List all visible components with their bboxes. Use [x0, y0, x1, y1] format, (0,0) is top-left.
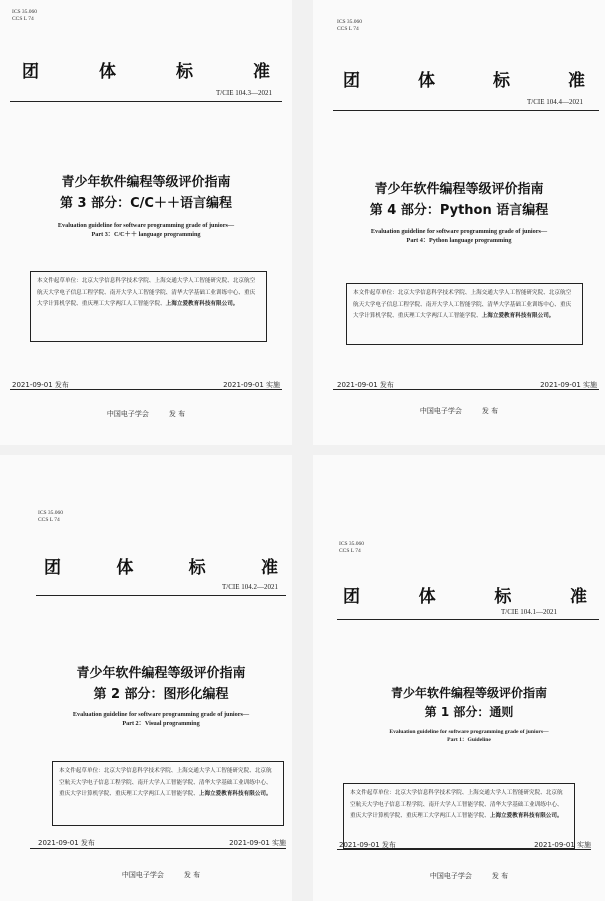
ics-code — [339, 541, 364, 555]
brand-char: 标 — [493, 71, 510, 91]
drafters-box — [346, 283, 583, 345]
header-rule — [333, 110, 599, 111]
publish-word: 发 布 — [491, 872, 509, 880]
brand-char: 体 — [418, 71, 435, 91]
drafters-last: 上海立爱教育科技有限公司。 — [481, 313, 555, 319]
brand-char: 准 — [569, 587, 587, 607]
publisher-line — [313, 871, 605, 881]
implement-date: 2021-09-01 实施 — [540, 381, 597, 389]
header-rule — [10, 101, 282, 102]
publisher-name: 中国电子学会 — [106, 410, 149, 418]
english-title-2: Part 3：C/C＋＋ language programming — [91, 231, 201, 238]
cover-part-4 — [313, 0, 605, 445]
ccs-label: CCS L 74 — [337, 26, 359, 32]
publish-word: 发 布 — [481, 407, 499, 415]
standard-code: T/CIE 104.1—2021 — [501, 608, 557, 616]
title-line-2: 第 2 部分：图形化编程 — [93, 687, 229, 702]
drafters-last: 上海立爱教育科技有限公司。 — [165, 301, 239, 307]
publisher-line — [0, 409, 292, 419]
ics-code — [38, 510, 63, 524]
ics-label: ICS 35.060 — [337, 19, 363, 25]
release-date: 2021-09-01 发布 — [38, 839, 95, 847]
brand-heading — [0, 57, 292, 82]
header-rule — [36, 595, 286, 596]
ics-code — [12, 9, 37, 23]
standard-code: T/CIE 104.2—2021 — [222, 583, 278, 591]
brand-char: 标 — [188, 558, 206, 578]
publisher-line — [313, 406, 605, 416]
drafters-last: 上海立爱教育科技有限公司。 — [489, 813, 563, 819]
cover-part-3 — [0, 0, 292, 445]
cover-part-2 — [0, 455, 292, 901]
english-title-2: Part 4：Python language programming — [406, 237, 512, 244]
drafters-label: 本文件起草单位： — [350, 790, 395, 796]
title-line-2: 第 3 部分：C/C＋＋语言编程 — [60, 196, 232, 211]
standard-code: T/CIE 104.3—2021 — [216, 89, 272, 97]
brand-heading — [313, 66, 605, 91]
english-title-2: Part 1：Guideline — [447, 737, 491, 743]
drafters-text: 北京大学信息科学技术学院、上海交通大学人工智能研究院、北京航空航天大学电子信息工程学院、南开大学人工智能学院、清华大学基础工业训练中心、重庆大学计算机学院、重庆理工大学两江人工智能学院、 — [350, 790, 563, 819]
brand-char: 团 — [343, 587, 360, 607]
drafters-label: 本文件起草单位： — [37, 278, 82, 284]
brand-char: 体 — [99, 62, 116, 82]
drafters-box — [30, 271, 267, 342]
english-title-1: Evaluation guideline for software programming grade of juniors— — [57, 222, 235, 229]
drafters-box — [52, 761, 284, 826]
title-line-2: 第 1 部分：通则 — [424, 705, 514, 719]
drafters-text: 北京大学信息科学技术学院、上海交通大学人工智能研究院、北京航空航天大学电子信息工程学院、南开大学人工智能学院、清华大学基础工业训练中心、重庆大学计算机学院、重庆理工大学两江人工智能学院、 — [59, 768, 272, 797]
brand-char: 准 — [253, 62, 270, 82]
brand-heading — [313, 582, 605, 607]
english-title-1: Evaluation guideline for software programming grade of juniors— — [72, 711, 250, 718]
brand-heading — [0, 553, 292, 578]
brand-char: 标 — [494, 587, 512, 607]
drafters-last: 上海立爱教育科技有限公司。 — [198, 791, 272, 797]
english-title-1: Evaluation guideline for software programming grade of juniors— — [370, 228, 548, 235]
brand-char: 标 — [176, 62, 193, 82]
release-date: 2021-09-01 发布 — [339, 841, 396, 849]
ics-label: ICS 35.060 — [12, 9, 38, 15]
english-title-2: Part 2：Visual programming — [122, 720, 200, 727]
brand-char: 团 — [22, 62, 39, 82]
footer-rule — [30, 848, 286, 849]
publish-word: 发 布 — [183, 871, 201, 879]
header-rule — [337, 619, 599, 620]
ccs-label: CCS L 74 — [12, 16, 34, 22]
ics-label: ICS 35.060 — [339, 541, 365, 547]
publish-word: 发 布 — [168, 410, 186, 418]
brand-char: 体 — [116, 558, 134, 578]
cover-part-1 — [313, 455, 605, 901]
title-line-1: 青少年软件编程等级评价指南 — [76, 666, 246, 681]
brand-char: 准 — [568, 71, 585, 91]
title-line-1: 青少年软件编程等级评价指南 — [61, 175, 231, 190]
ccs-label: CCS L 74 — [339, 548, 361, 554]
implement-date: 2021-09-01 实施 — [229, 839, 286, 847]
standard-code: T/CIE 104.4—2021 — [527, 98, 583, 106]
implement-date: 2021-09-01 实施 — [223, 381, 280, 389]
publisher-name: 中国电子学会 — [121, 871, 164, 879]
release-date: 2021-09-01 发布 — [12, 381, 69, 389]
title-line-1: 青少年软件编程等级评价指南 — [374, 182, 544, 197]
drafters-text: 北京大学信息科学技术学院、上海交通大学人工智能研究院、北京航空航天大学电子信息工程学院、南开大学人工智能学院、清华大学基础工业训练中心、重庆大学计算机学院、重庆理工大学两江人工智能学院、 — [353, 290, 572, 319]
brand-char: 体 — [418, 587, 436, 607]
release-date: 2021-09-01 发布 — [337, 381, 394, 389]
ics-label: ICS 35.060 — [38, 510, 64, 516]
ics-code — [337, 19, 362, 33]
drafters-label: 本文件起草单位： — [353, 290, 398, 296]
implement-date: 2021-09-01 实施 — [534, 841, 591, 849]
drafters-text: 北京大学信息科学技术学院、上海交通大学人工智能研究院、北京航空航天大学电子信息工程学院、南开大学人工智能学院、清华大学基础工业训练中心、重庆大学计算机学院、重庆理工大学两江人工智能学院、 — [37, 278, 256, 307]
brand-char: 准 — [260, 558, 278, 578]
publisher-line — [0, 870, 292, 880]
title-line-1: 青少年软件编程等级评价指南 — [390, 686, 547, 700]
ccs-label: CCS L 74 — [38, 517, 60, 523]
brand-char: 团 — [343, 71, 360, 91]
brand-char: 团 — [44, 558, 61, 578]
english-title-1: Evaluation guideline for software programming grade of juniors— — [389, 729, 549, 735]
title-line-2: 第 4 部分：Python 语言编程 — [369, 203, 549, 218]
publisher-name: 中国电子学会 — [419, 407, 462, 415]
publisher-name: 中国电子学会 — [429, 872, 472, 880]
drafters-label: 本文件起草单位： — [59, 768, 104, 774]
